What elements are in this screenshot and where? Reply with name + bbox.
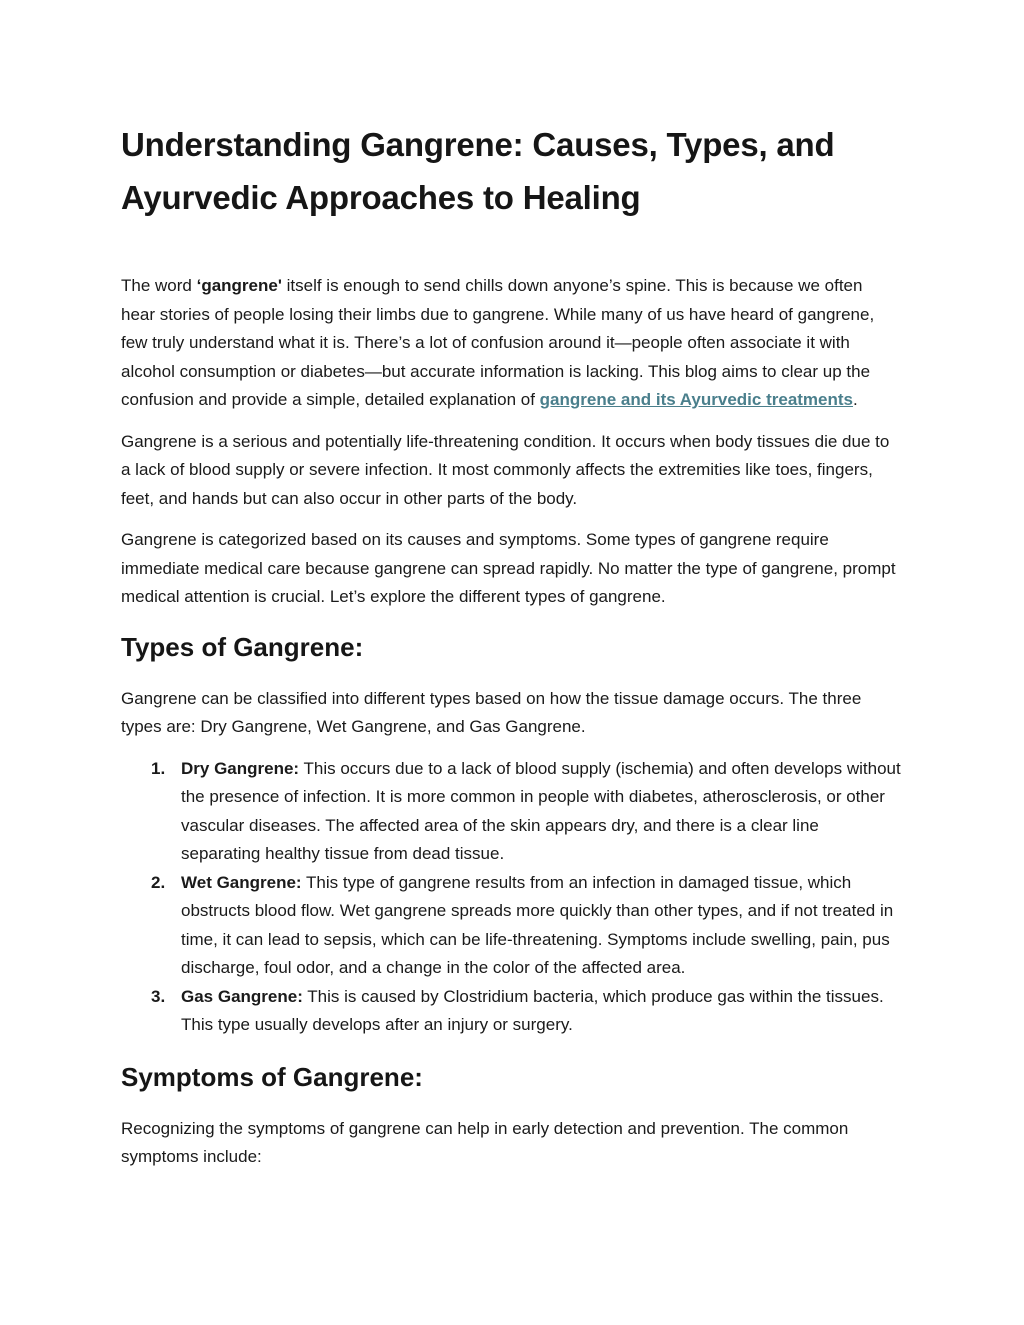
- condition-paragraph: Gangrene is a serious and potentially life-threatening condition. It occurs when body tissues die due to a lack of blood supply or severe infection. It most commonly affects the extremities like toes, fingers, feet, and hands but can also occur in other parts of the body.: [121, 431, 890, 508]
- intro-paragraph: [121, 272, 901, 415]
- list-item-number: 3.: [151, 986, 166, 1006]
- list-item-text: This type of gangrene results from an infection in damaged tissue, which obstructs blood flow. Wet gangrene spreads more quickly than other types, and if not treated in time, it can lead to sepsis, which can be life-threatening. Symptoms include swelling, pain, pus discharge, foul odor, and a change in the color of the affected area.: [181, 872, 894, 977]
- list-item-number: 1.: [151, 758, 166, 778]
- list-item-number: 2.: [151, 872, 166, 892]
- list-item-text: This is caused by Clostridium bacteria, which produce gas within the tissues. This type usually develops after an injury or surgery.: [181, 986, 884, 1034]
- list-item: [121, 869, 901, 983]
- categorization-paragraph: Gangrene is categorized based on its causes and symptoms. Some types of gangrene require immediate medical care because gangrene can spread rapidly. No matter the type of gangrene, prompt medical attention is crucial. Let’s explore the different types of gangrene.: [121, 530, 896, 606]
- list-item-term: Wet Gangrene:: [181, 872, 302, 892]
- types-intro-paragraph: Gangrene can be classified into different types based on how the tissue damage occurs. The three types are: Dry Gangrene, Wet Gangrene, and Gas Gangrene.: [121, 688, 862, 736]
- types-heading: Types of Gangrene:: [121, 631, 364, 662]
- intro-text-end: .: [853, 390, 858, 409]
- list-item-term: Gas Gangrene:: [181, 986, 303, 1006]
- page-title: Understanding Gangrene: Causes, Types, and Ayurvedic Approaches to Healing: [121, 126, 835, 216]
- intro-bold-term: ‘gangrene': [196, 276, 282, 295]
- intro-text-body: itself is enough to send chills down anyone’s spine. This is because we often hear stories of people losing their limbs due to gangrene. While many of us have heard of gangrene, few truly understand what it is. There’s a lot of confusion around it—people often associate it with alcohol consumption or diabetes—but accurate information is lacking. This blog aims to clear up the confusion and provide a simple, detailed explanation of: [121, 276, 875, 409]
- gangrene-treatments-link[interactable]: gangrene and its Ayurvedic treatments: [539, 390, 854, 409]
- list-item-text: This occurs due to a lack of blood supply (ischemia) and often develops without the presence of infection. It is more common in people with diabetes, atherosclerosis, or other vascular diseases. The affected area of the skin appears dry, and there is a clear line separating healthy tissue from dead tissue.: [181, 758, 901, 863]
- list-item: [121, 983, 901, 1040]
- symptoms-heading: Symptoms of Gangrene:: [121, 1061, 423, 1092]
- symptoms-intro-paragraph: Recognizing the symptoms of gangrene can help in early detection and prevention. The common symptoms include:: [121, 1118, 849, 1166]
- document-page: [121, 118, 901, 1172]
- list-item-term: Dry Gangrene:: [181, 758, 300, 778]
- list-item: [121, 755, 901, 869]
- gangrene-types-list: [121, 755, 901, 1040]
- intro-text-start: The word: [121, 276, 197, 295]
